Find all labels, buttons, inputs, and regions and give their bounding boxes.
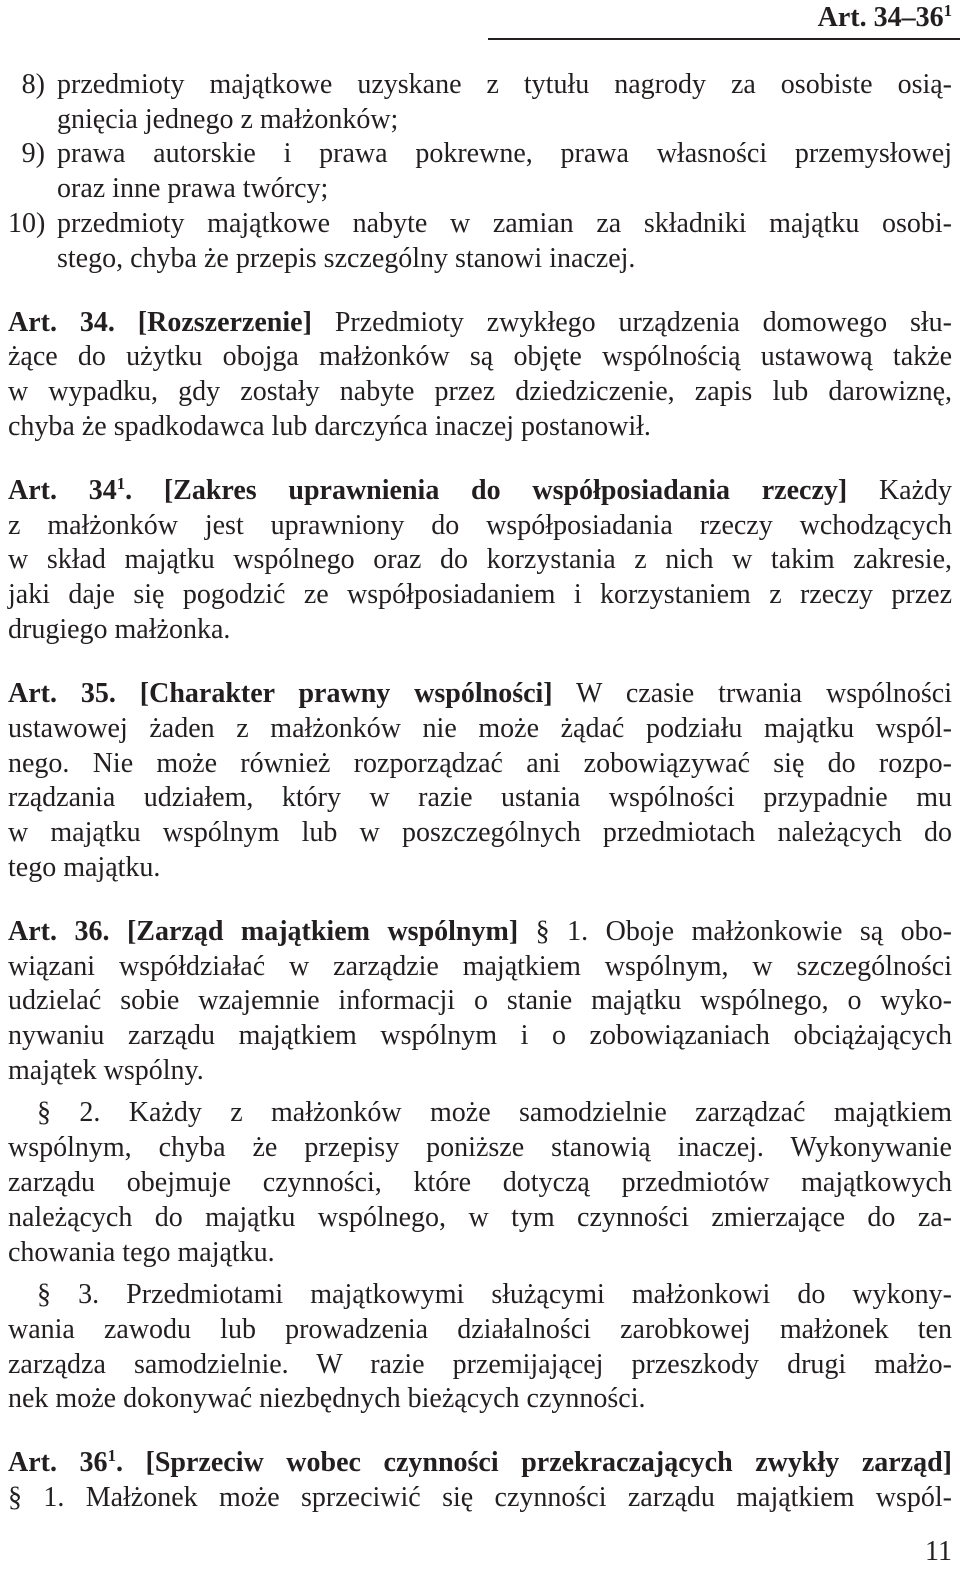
- article-heading-line: [8, 677, 952, 712]
- list-item-line: stego, chyba że przepis szczególny stanowi inaczej.: [57, 243, 636, 275]
- article-number: Art. 34.: [8, 306, 115, 338]
- article-line: w wypadku, gdy zostały nabyte przez dziedziczenie, zapis lub darowiznę,: [8, 376, 952, 408]
- article-title: [Sprzeciw wobec czynności przekraczających zwykły zarząd]: [145, 1446, 952, 1478]
- article-text: W czasie trwania wspólności: [576, 677, 952, 709]
- article-number: Art. 36.: [8, 915, 110, 947]
- article-35: [8, 677, 952, 886]
- article-line: drugiego małżonka.: [8, 614, 231, 646]
- article-line: w majątku wspólnym lub w poszczególnych przedmiotach należących do: [8, 817, 952, 849]
- running-head: [818, 0, 952, 36]
- article-heading-line: [8, 915, 952, 950]
- section-line: zarządza samodzielnie. W razie przemijającej przeszkody drugi małżo-: [8, 1348, 952, 1380]
- article-line: majątek wspólny.: [8, 1055, 204, 1087]
- list-item-line: prawa autorskie i prawa pokrewne, prawa własności przemysłowej: [57, 138, 952, 170]
- list-item-number: 8): [21, 68, 45, 100]
- list-item-number: 10): [8, 208, 46, 240]
- article-34-1: [8, 474, 952, 649]
- page-number: 11: [925, 1536, 952, 1567]
- article-number-period: .: [125, 474, 133, 506]
- list-item: [8, 207, 952, 277]
- article-title: [Rozszerzenie]: [137, 306, 312, 338]
- article-title: [Zarząd majątkiem wspólnym]: [126, 915, 519, 947]
- section-line: wspólnym, chyba że przepisy poniższe stanowią inaczej. Wykonywanie: [8, 1132, 952, 1164]
- section-line: chowania tego majątku.: [8, 1236, 275, 1268]
- article-line: rządzania udziałem, który w razie ustania wspólności przypadnie mu: [8, 782, 952, 814]
- list-item-line: przedmioty majątkowe nabyte w zamian za składniki majątku osobi-: [57, 208, 952, 240]
- article-section-2: [8, 1096, 952, 1271]
- article-number: Art. 35.: [8, 677, 116, 709]
- article-line: w skład majątku wspólnego oraz do korzystania z nich w takim zakresie,: [8, 544, 952, 576]
- article-36-1: [8, 1446, 952, 1516]
- list-item-line: gnięcia jednego z małżonków;: [57, 103, 399, 135]
- list-item-number: 9): [21, 138, 45, 170]
- article-heading-line: [8, 306, 952, 341]
- article-line: z małżonków jest uprawniony do współposiadania rzeczy wchodzących: [8, 509, 952, 541]
- article-heading-line: [8, 1446, 952, 1481]
- running-head-title: Art. 34–36: [817, 2, 944, 33]
- article-number-superscript: 1: [107, 1445, 116, 1465]
- list-item-line: przedmioty majątkowe uzyskane z tytułu nagrody za osobiste osią-: [57, 68, 952, 100]
- article-34: [8, 306, 952, 446]
- article-text: § 1. Oboje małżonkowie są obo-: [535, 915, 953, 947]
- article-line: żące do użytku obojga małżonków są objęte wspólnością ustawową także: [8, 341, 952, 373]
- list-item: [8, 68, 952, 138]
- article-heading-line: [8, 474, 952, 509]
- article-number-superscript: 1: [116, 473, 126, 493]
- article-line: nego. Nie może również rozporządzać ani zobowiązywać się do rozpo-: [8, 747, 952, 779]
- article-line: ustawowej żaden z małżonków nie może żądać podziału majątku wspól-: [8, 712, 952, 744]
- article-title: [Zakres uprawnienia do współposiadania rzeczy]: [163, 474, 848, 506]
- section-line: należących do majątku wspólnego, w tym czynności zmierzające do za-: [8, 1201, 952, 1233]
- list-item: [8, 137, 952, 207]
- section-line: nek może dokonywać niezbędnych bieżących czynności.: [8, 1383, 646, 1415]
- page-content: [8, 68, 952, 1516]
- section-line: zarządu obejmuje czynności, które dotyczą przedmiotów majątkowych: [8, 1166, 952, 1198]
- article-text: Przedmioty zwykłego urządzenia domowego słu-: [334, 306, 953, 338]
- article-line: tego majątku.: [8, 852, 161, 884]
- article-number: Art. 36: [8, 1446, 108, 1478]
- header-rule: [488, 38, 960, 40]
- article-line: udzielać sobie wzajemnie informacji o stanie majątku wspólnego, o wyko-: [8, 985, 952, 1017]
- article-line: chyba że spadkodawca lub darczyńca inaczej postanowił.: [8, 411, 651, 443]
- article-number: Art. 34: [8, 474, 117, 506]
- article-line: wiązani współdziałać w zarządzie majątkiem wspólnym, w szczególności: [8, 950, 952, 982]
- article-text: Każdy: [878, 474, 953, 506]
- list-item-line: oraz inne prawa twórcy;: [57, 173, 329, 205]
- section-line: wania zawodu lub prowadzenia działalności zarobkowej małżonek ten: [8, 1313, 952, 1345]
- article-line: nywaniu zarządu majątkiem wspólnym i o zobowiązaniach obciążających: [8, 1020, 952, 1052]
- article-line: jaki daje się pogodzić ze współposiadaniem i korzystaniem z rzeczy przez: [8, 579, 952, 611]
- article-title: [Charakter prawny wspólności]: [139, 677, 553, 709]
- section-line: § 2. Każdy z małżonków może samodzielnie zarządzać majątkiem: [37, 1097, 952, 1129]
- running-head-superscript: 1: [943, 0, 952, 20]
- article-36: [8, 915, 952, 1418]
- article-number-period: .: [115, 1446, 123, 1478]
- article-line: § 1. Małżonek może sprzeciwić się czynności zarządu majątkiem wspól-: [8, 1481, 952, 1513]
- section-line: § 3. Przedmiotami majątkowymi służącymi małżonkowi do wykony-: [37, 1278, 952, 1310]
- article-section-3: [8, 1278, 952, 1418]
